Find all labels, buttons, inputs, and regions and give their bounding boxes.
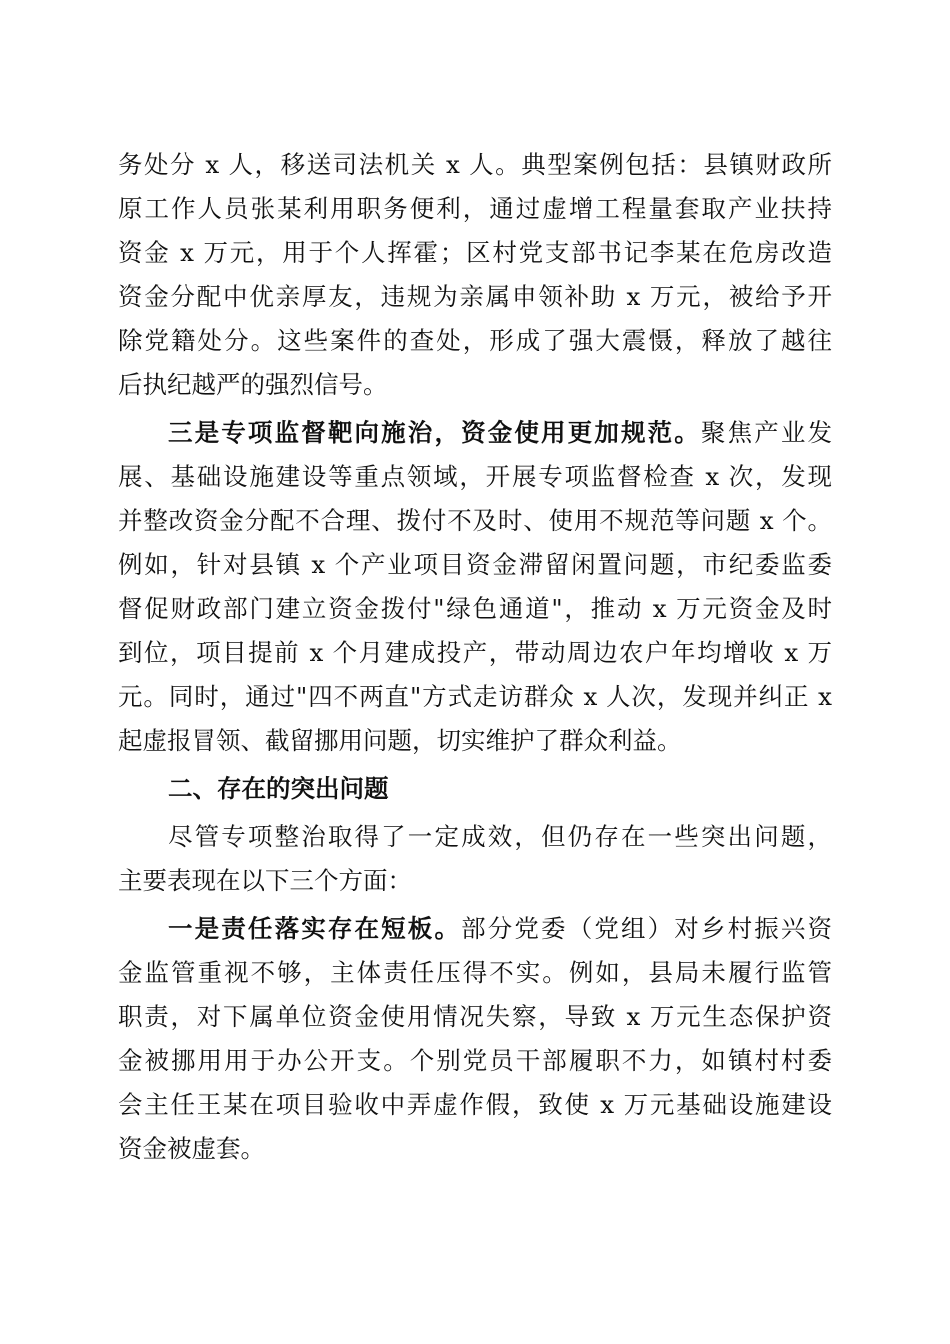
body-line: 元。同时，通过"四不两直"方式走访群众 x 人次，发现并纠正 x	[118, 682, 832, 711]
body-line: 督促财政部门建立资金拨付"绿色通道"，推动 x 万元资金及时	[118, 594, 832, 623]
body-line: 职责，对下属单位资金使用情况失察，导致 x 万元生态保护资	[118, 1002, 832, 1031]
paragraph-first-line	[168, 418, 832, 448]
body-line: 原工作人员张某利用职务便利，通过虚增工程量套取产业扶持	[118, 194, 832, 223]
body-line: 金被挪用用于办公开支。个别党员干部履职不力，如镇村村委	[118, 1046, 832, 1075]
body-line: 资金被虚套。	[118, 1134, 265, 1163]
body-line: 除党籍处分。这些案件的查处，形成了强大震慑，释放了越往	[118, 326, 832, 355]
body-line: 主要表现在以下三个方面：	[118, 866, 412, 895]
paragraph-heading: 三是专项监督靶向施治，资金使用更加规范。	[168, 418, 701, 447]
paragraph-first-line	[168, 914, 832, 944]
body-line: 例如，针对县镇 x 个产业项目资金滞留闲置问题，市纪委监委	[118, 550, 832, 579]
body-line: 并整改资金分配不合理、拨付不及时、使用不规范等问题 x 个。	[118, 506, 832, 535]
body-line: 务处分 x 人，移送司法机关 x 人。典型案例包括：县镇财政所	[118, 150, 832, 179]
paragraph-text: 部分党委（党组）对乡村振兴资	[461, 914, 833, 943]
body-line: 起虚报冒领、截留挪用问题，切实维护了群众利益。	[118, 726, 682, 755]
paragraph-text: 聚焦产业发	[700, 418, 833, 447]
body-line: 资金分配中优亲厚友，违规为亲属申领补助 x 万元，被给予开	[118, 282, 832, 311]
body-line: 尽管专项整治取得了一定成效，但仍存在一些突出问题，	[168, 822, 832, 851]
body-line: 会主任王某在项目验收中弄虚作假，致使 x 万元基础设施建设	[118, 1090, 832, 1119]
body-line: 资金 x 万元，用于个人挥霍；区村党支部书记李某在危房改造	[118, 238, 832, 267]
paragraph-heading: 一是责任落实存在短板。	[168, 914, 462, 943]
body-line: 金监管重视不够，主体责任压得不实。例如，县局未履行监管	[118, 958, 832, 987]
body-line: 展、基础设施建设等重点领域，开展专项监督检查 x 次，发现	[118, 462, 832, 491]
body-line: 到位，项目提前 x 个月建成投产，带动周边农户年均增收 x 万	[118, 638, 832, 667]
body-line: 后执纪越严的强烈信号。	[118, 370, 388, 399]
section-heading: 二、存在的突出问题	[168, 774, 389, 803]
